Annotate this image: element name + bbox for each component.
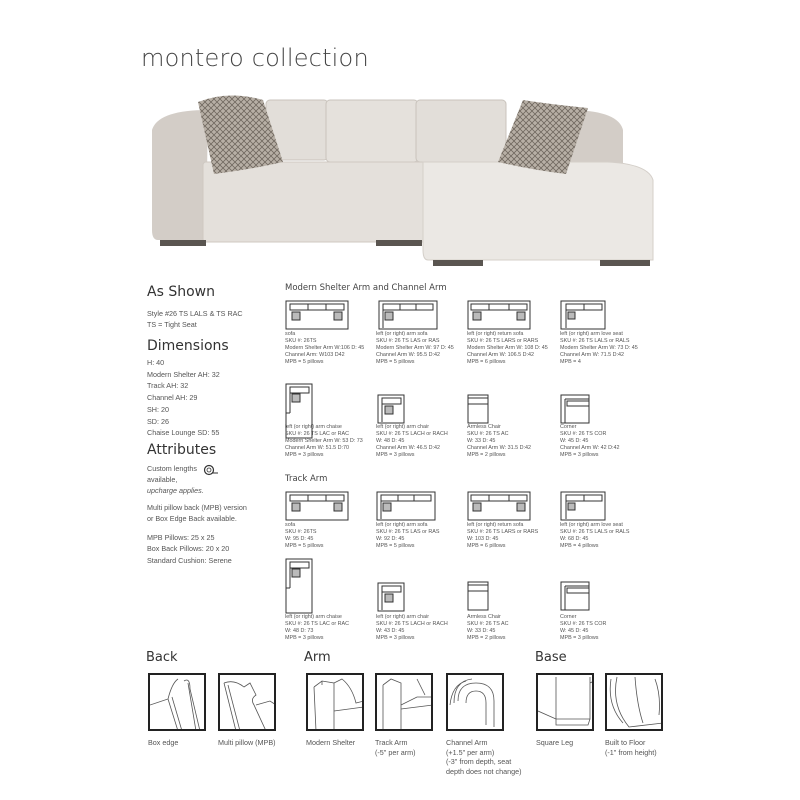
diagram-track-arm-sofa — [376, 491, 436, 521]
spec-line: W: 103 D: 45 — [467, 536, 499, 542]
custom-lengths — [147, 463, 204, 496]
spec-line: left (or right) arm chair — [376, 424, 430, 430]
dim-h: H: 40 — [147, 358, 165, 367]
spec-line: sofa — [285, 522, 296, 528]
diagram-track-sofa — [285, 491, 349, 521]
spec-line: MPB = 3 pillows — [560, 635, 599, 641]
spec-line: Channel Arm: W103 D42 — [285, 352, 345, 358]
dim-sd: SD: 26 — [147, 416, 169, 426]
modern-return-sofa-specs — [467, 331, 548, 366]
spec-line: Corner — [560, 424, 577, 430]
diagram-arm-sofa — [378, 300, 438, 330]
spec-line: Channel Arm W: 42 D:42 — [560, 445, 620, 451]
track-arm-sofa-specs — [376, 522, 439, 550]
spec-line: left (or right) arm chaise — [285, 424, 342, 430]
spec-line: Channel Arm W: 106.5 D:42 — [467, 352, 535, 358]
spec-line: Modern Shelter Arm W: 73 D: 45 — [560, 345, 638, 351]
spec-line: Armless Chair — [467, 614, 501, 620]
dim-track-ah: Track AH: 32 — [147, 381, 189, 391]
spec-line: W: 92 D: 45 — [376, 536, 405, 542]
diagram-track-arm-chair — [377, 582, 405, 612]
spec-line: W: 48 D: 73 — [285, 628, 314, 634]
spec-line: SKU #: 26 TS LALS or RALS — [560, 338, 630, 344]
spec-line: SKU #: 26 TS AC — [467, 431, 509, 437]
dim-sh: SH: 20 — [147, 404, 169, 414]
spec-line: W: 45 D: 45 — [560, 628, 589, 634]
diagram-track-return-sofa — [467, 491, 531, 521]
spec-line: W: 68 D: 45 — [560, 536, 589, 542]
mpb-availability — [147, 502, 247, 524]
spec-line: SKU #: 26 TS LAC or RAC — [285, 621, 350, 627]
diagram-sofa — [285, 300, 349, 330]
track-arm-caption — [375, 738, 416, 757]
spec-line: left (or right) arm sofa — [376, 522, 428, 528]
spec-line: W: 33 D: 45 — [467, 438, 496, 444]
custom-line-2: available, — [147, 475, 178, 484]
modern-armless-chair-specs — [467, 424, 531, 459]
spec-line: SKU #: 26TS — [285, 529, 317, 535]
spec-line: SKU #: 26TS — [285, 338, 317, 344]
dimensions-heading: Dimensions — [147, 338, 229, 354]
caption-line: Channel Arm — [446, 738, 488, 747]
spec-line: Channel Arm W: 51.5 D:70 — [285, 445, 350, 451]
spec-line: MPB = 5 pillows — [376, 543, 415, 549]
spec-line: SKU #: 26 TS LAS or RAS — [376, 338, 440, 344]
spec-line: SKU #: 26 TS LAC or RAC — [285, 431, 350, 437]
modern-arm-chair-specs — [376, 424, 448, 459]
square-leg-thumbnail — [536, 673, 594, 731]
spec-line: MPB = 4 pillows — [560, 543, 599, 549]
as-shown-text — [147, 308, 243, 330]
spec-line: Modern Shelter Arm W: 108 D: 45 — [467, 345, 548, 351]
channel-arm-caption — [446, 738, 522, 776]
back-heading: Back — [146, 650, 178, 665]
as-shown-heading: As Shown — [147, 284, 215, 300]
track-return-sofa-specs — [467, 522, 538, 550]
caption-line: depth does not change) — [446, 766, 522, 776]
modern-chaise-specs — [285, 424, 363, 459]
spec-line: Channel Arm W: 71.5 D:42 — [560, 352, 625, 358]
spec-line: MPB = 5 pillows — [376, 359, 415, 365]
dimensions-list — [147, 357, 220, 439]
track-section-heading: Track Arm — [285, 474, 328, 484]
channel-arm-thumbnail — [446, 673, 504, 731]
track-arm-thumbnail — [375, 673, 433, 731]
spec-line: SKU #: 26 TS LARS or RARS — [467, 338, 539, 344]
track-arm-chair-specs — [376, 614, 448, 642]
as-shown-ts: TS = Tight Seat — [147, 320, 197, 329]
spec-line: left (or right) return sofa — [467, 331, 524, 337]
spec-line: SKU #: 26 TS LALS or RALS — [560, 529, 630, 535]
custom-line-1: Custom lengths — [147, 464, 197, 473]
hero-sofa-image — [148, 90, 663, 270]
spec-line: Channel Arm W: 95.5 D:42 — [376, 352, 441, 358]
spec-line: Corner — [560, 614, 577, 620]
dim-chaise-sd: Chaise Lounge SD: 55 — [147, 428, 220, 438]
spec-line: left (or right) arm chaise — [285, 614, 342, 620]
track-corner-specs — [560, 614, 606, 642]
spec-line: Channel Arm W: 46.5 D:42 — [376, 445, 441, 451]
spec-line: sofa — [285, 331, 296, 337]
spec-line: SKU #: 26 TS LAS or RAS — [376, 529, 440, 535]
spec-line: MPB = 5 pillows — [285, 543, 324, 549]
caption-line: (+1.5" per arm) — [446, 747, 495, 757]
diagram-corner — [560, 394, 590, 424]
diagram-track-corner — [560, 581, 590, 611]
track-sofa-specs — [285, 522, 324, 550]
spec-line: MPB = 2 pillows — [467, 635, 506, 641]
spec-line: Modern Shelter Arm W: 53 D: 73 — [285, 438, 363, 444]
dim-modern-ah: Modern Shelter AH: 32 — [147, 369, 220, 379]
spec-line: SKU #: 26 TS LARS or RARS — [467, 529, 539, 535]
spec-line: W: 33 D: 45 — [467, 628, 496, 634]
spec-line: left (or right) arm love seat — [560, 331, 623, 337]
multi-pillow-caption: Multi pillow (MPB) — [218, 738, 276, 747]
as-shown-style: Style #26 TS LALS & TS RAC — [147, 309, 243, 318]
modern-shelter-thumbnail — [306, 673, 364, 731]
track-chaise-specs — [285, 614, 349, 642]
spec-line: W: 45 D: 45 — [560, 438, 589, 444]
spec-line: W: 95 D: 45 — [285, 536, 314, 542]
spec-line: MPB = 6 pillows — [467, 359, 506, 365]
spec-line: left (or right) arm chair — [376, 614, 430, 620]
arm-heading: Arm — [304, 650, 331, 665]
spec-line: MPB = 2 pillows — [467, 452, 506, 458]
spec-line: W: 43 D: 45 — [376, 628, 405, 634]
box-edge-thumbnail — [148, 673, 206, 731]
caption-line: Built to Floor — [605, 738, 646, 747]
spec-line: left (or right) arm sofa — [376, 331, 428, 337]
modern-arm-sofa-specs — [376, 331, 454, 366]
attributes-heading: Attributes — [147, 442, 217, 458]
diagram-return-sofa — [467, 300, 531, 330]
caption-line: (-1" from height) — [605, 747, 657, 757]
diagram-track-armless-chair — [467, 581, 489, 611]
diagram-track-chaise — [285, 558, 313, 614]
modern-shelter-caption: Modern Shelter — [306, 738, 356, 747]
caption-line: Track Arm — [375, 738, 408, 747]
spec-line: SKU #: 26 TS COR — [560, 621, 607, 627]
standard-cushion: Standard Cushion: Serene — [147, 556, 232, 565]
spec-line: Channel Arm W: 31.5 D:42 — [467, 445, 532, 451]
spec-line: W: 48 D: 45 — [376, 438, 405, 444]
spec-line: Modern Shelter Arm W:106 D: 45 — [285, 345, 365, 351]
modern-sofa-specs — [285, 331, 364, 366]
spec-line: left (or right) return sofa — [467, 522, 524, 528]
diagram-track-love-seat — [560, 491, 606, 521]
diagram-arm-chair — [377, 394, 405, 424]
spec-line: MPB = 3 pillows — [285, 635, 324, 641]
box-pillow-size: Box Back Pillows: 20 x 20 — [147, 544, 230, 553]
track-armless-chair-specs — [467, 614, 509, 642]
square-leg-caption: Square Leg — [536, 738, 574, 747]
modern-corner-specs — [560, 424, 620, 459]
diagram-love-seat — [560, 300, 606, 330]
caption-line: (-5" per arm) — [375, 747, 416, 757]
spec-line: SKU #: 26 TS LACH or RACH — [376, 621, 448, 627]
multi-pillow-thumbnail — [218, 673, 276, 731]
mpb-line-1: Multi pillow back (MPB) version — [147, 503, 247, 512]
spec-line: MPB = 4 — [560, 359, 581, 365]
upcharge-note: upcharge applies. — [147, 486, 204, 495]
spec-line: MPB = 3 pillows — [376, 452, 415, 458]
spec-line: SKU #: 26 TS COR — [560, 431, 607, 437]
spec-line: MPB = 6 pillows — [467, 543, 506, 549]
pillow-sizes — [147, 532, 229, 554]
box-edge-caption: Box edge — [148, 738, 179, 747]
spec-line: MPB = 3 pillows — [285, 452, 324, 458]
base-heading: Base — [535, 650, 567, 665]
spec-line: MPB = 3 pillows — [376, 635, 415, 641]
diagram-armless-chair — [467, 394, 489, 424]
track-love-seat-specs — [560, 522, 629, 550]
spec-line: Modern Shelter Arm W: 97 D: 45 — [376, 345, 454, 351]
spec-line: SKU #: 26 TS LACH or RACH — [376, 431, 448, 437]
caption-line: (-3" from depth, seat — [446, 757, 512, 766]
spec-line: left (or right) arm love seat — [560, 522, 623, 528]
built-to-floor-thumbnail — [605, 673, 663, 731]
dim-channel-ah: Channel AH: 29 — [147, 393, 198, 403]
modern-section-heading: Modern Shelter Arm and Channel Arm — [285, 283, 447, 293]
modern-love-seat-specs — [560, 331, 638, 366]
mpb-pillow-size: MPB Pillows: 25 x 25 — [147, 533, 215, 542]
page-title: montero collection — [141, 44, 369, 72]
spec-line: SKU #: 26 TS AC — [467, 621, 509, 627]
spec-line: MPB = 5 pillows — [285, 359, 324, 365]
spec-line: Armless Chair — [467, 424, 501, 430]
built-to-floor-caption — [605, 738, 657, 757]
mpb-line-2: or Box Edge Back available. — [147, 514, 237, 523]
tape-measure-icon — [203, 463, 219, 481]
spec-line: MPB = 3 pillows — [560, 452, 599, 458]
